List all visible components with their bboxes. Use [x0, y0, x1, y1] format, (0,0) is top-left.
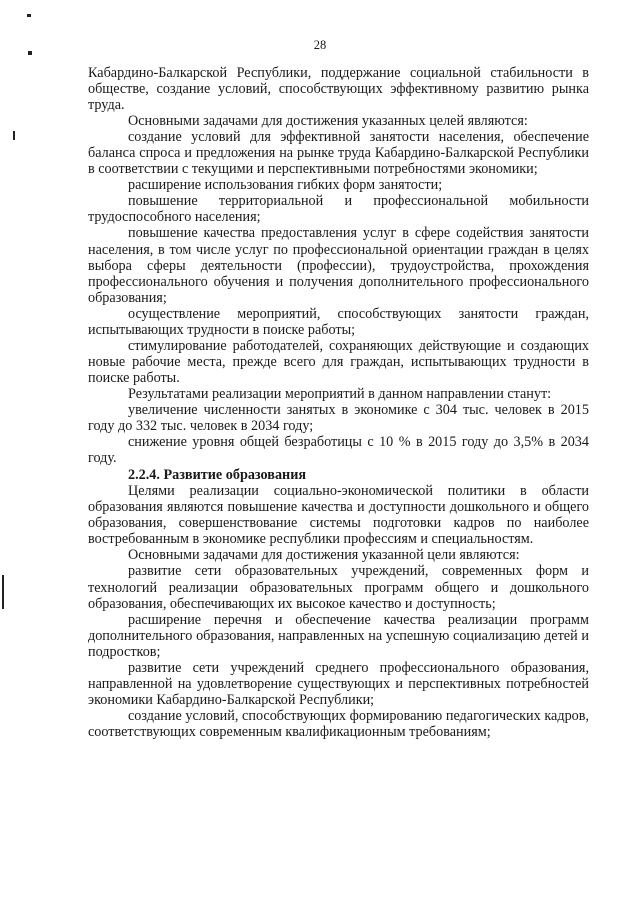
paragraph: снижение уровня общей безработицы с 10 % в 2015 году до 3,5% в 2034 году. — [88, 434, 589, 467]
scan-artifact — [13, 131, 15, 140]
paragraph: создание условий для эффективной занятости населения, обеспечение баланса спроса и предложения на рынке труда Кабардино-Балкарской Республики в соответствии с текущими и перспективными потребностями экономики; — [88, 129, 589, 178]
paragraph: Основными задачами для достижения указанной цели являются: — [128, 547, 520, 564]
paragraph: развитие сети учреждений среднего профессионального образования, направленной на удовлетворение существующих и перспективных потребностей экономики Кабардино-Балкарской Республики; — [88, 659, 589, 708]
scan-artifact — [27, 14, 31, 17]
paragraph: Кабардино-Балкарской Республики, поддержание социальной стабильности в обществе, создание условий, способствующих эффективному развитию рынка труда. — [88, 65, 589, 114]
paragraph: Целями реализации социально-экономической политики в области образования являются повышение качества и доступности дошкольного и общего образования, совершенствование системы подготовки кадров по наиболее востребованным в экономике республики профессиям и специальностям. — [88, 483, 589, 548]
paragraph: Результатами реализации мероприятий в данном направлении станут: — [128, 385, 552, 402]
body-text — [88, 65, 589, 740]
scan-artifact — [2, 575, 4, 609]
paragraph: повышение территориальной и профессиональной мобильности трудоспособного населения; — [88, 193, 589, 226]
paragraph: расширение перечня и обеспечение качества реализации программ дополнительного образования, направленных на успешную социализацию детей и подростков; — [88, 611, 589, 660]
paragraph: расширение использования гибких форм занятости; — [128, 177, 443, 194]
paragraph: увеличение численности занятых в экономике с 304 тыс. человек в 2015 году до 332 тыс. человек в 2034 году; — [88, 401, 589, 435]
paragraph: развитие сети образовательных учреждений, современных форм и технологий реализации образовательных программ общего и дошкольного образования, обеспечивающих их высокое качество и доступность; — [88, 563, 589, 612]
paragraph: стимулирование работодателей, сохраняющих действующие и создающих новые рабочие места, прежде всего для граждан, испытывающих трудности в поиске работы. — [88, 337, 589, 386]
paragraph: повышение качества предоставления услуг в сфере содействия занятости населения, в том числе услуг по профессиональной ориентации граждан в целях выбора сферы деятельности (профессии), трудоустройства, прохождения профессионального обучения и получения дополнительного профессионального образования; — [88, 225, 589, 306]
paragraph: создание условий, способствующих формированию педагогических кадров, соответствующих современным квалификационным требованиям; — [88, 707, 589, 740]
page-number: 28 — [313, 38, 327, 52]
paragraph: осуществление мероприятий, способствующих занятости граждан, испытывающих трудности в поиске работы; — [88, 305, 589, 338]
paragraph: Основными задачами для достижения указанных целей являются: — [128, 113, 528, 130]
section-heading: 2.2.4. Развитие образования — [128, 467, 307, 484]
